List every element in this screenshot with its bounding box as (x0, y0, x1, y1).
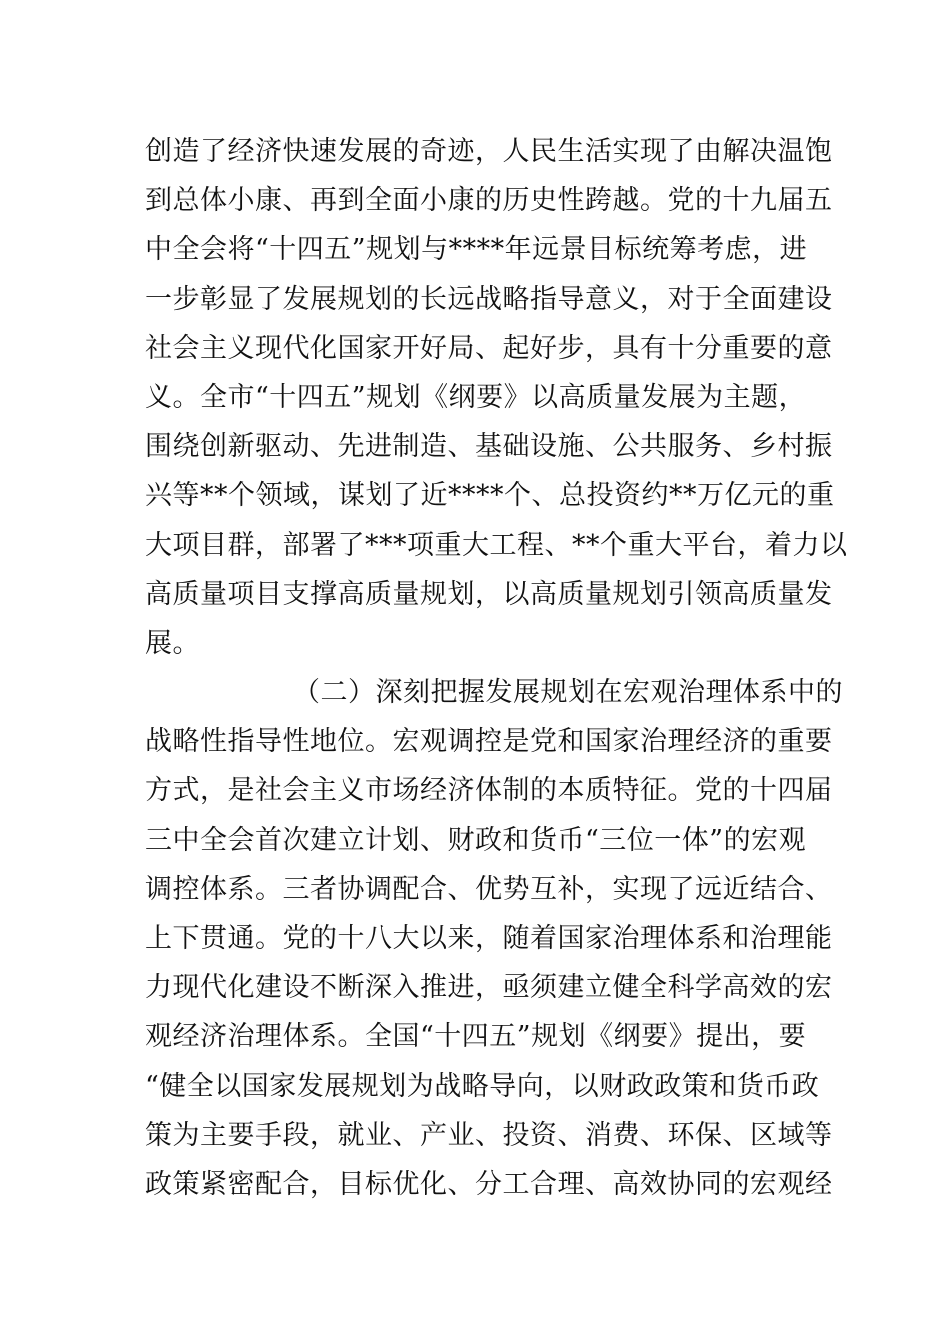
text-line: 观经济治理体系。全国“十四五”规划《纲要》提出，要 (145, 1021, 807, 1053)
text-line: 调控体系。三者协调配合、优势互补，实现了远近结合、 (145, 873, 833, 905)
section-heading-line: （二）深刻把握发展规划在宏观治理体系中的 (293, 677, 843, 709)
text-line: 三中全会首次建立计划、财政和货币“三位一体”的宏观 (145, 824, 807, 856)
text-line: 方式，是社会主义市场经济体制的本质特征。党的十四届 (145, 775, 833, 807)
text-line: 力现代化建设不断深入推进，亟须建立健全科学高效的宏 (145, 972, 833, 1004)
text-line: 创造了经济快速发展的奇迹，人民生活实现了由解决温饱 (145, 136, 833, 167)
text-line: 政策紧密配合，目标优化、分工合理、高效协同的宏观经 (145, 1168, 833, 1200)
text-line: 上下贯通。党的十八大以来，随着国家治理体系和治理能 (145, 923, 833, 954)
text-line: 到总体小康、再到全面小康的历史性跨越。党的十九届五 (145, 185, 833, 217)
text-line: 一步彰显了发展规划的长远战略指导意义，对于全面建设 (145, 283, 833, 315)
text-line: 大项目群，部署了***项重大工程、**个重大平台，着力以 (145, 529, 848, 561)
text-line: 义。全市“十四五”规划《纲要》以高质量发展为主题， (145, 381, 807, 413)
text-line: 社会主义现代化国家开好局、起好步，具有十分重要的意 (145, 332, 833, 364)
text-line: 围绕创新驱动、先进制造、基础设施、公共服务、乡村振 (145, 431, 833, 463)
text-line: 战略性指导性地位。宏观调控是党和国家治理经济的重要 (145, 726, 833, 758)
text-line: 高质量项目支撑高质量规划，以高质量规划引领高质量发 (145, 578, 833, 610)
document-page (145, 127, 848, 1209)
text-line: “健全以国家发展规划为战略导向，以财政政策和货币政 (145, 1070, 820, 1102)
paragraph-2 (145, 668, 843, 1209)
text-line: 策为主要手段，就业、产业、投资、消费、环保、区域等 (145, 1119, 833, 1151)
text-line: 兴等**个领域，谋划了近****个、总投资约**万亿元的重 (145, 480, 835, 512)
text-line: 展。 (145, 627, 200, 659)
text-line: 中全会将“十四五”规划与****年远景目标统筹考虑，进 (145, 234, 808, 266)
paragraph-1 (145, 127, 848, 668)
